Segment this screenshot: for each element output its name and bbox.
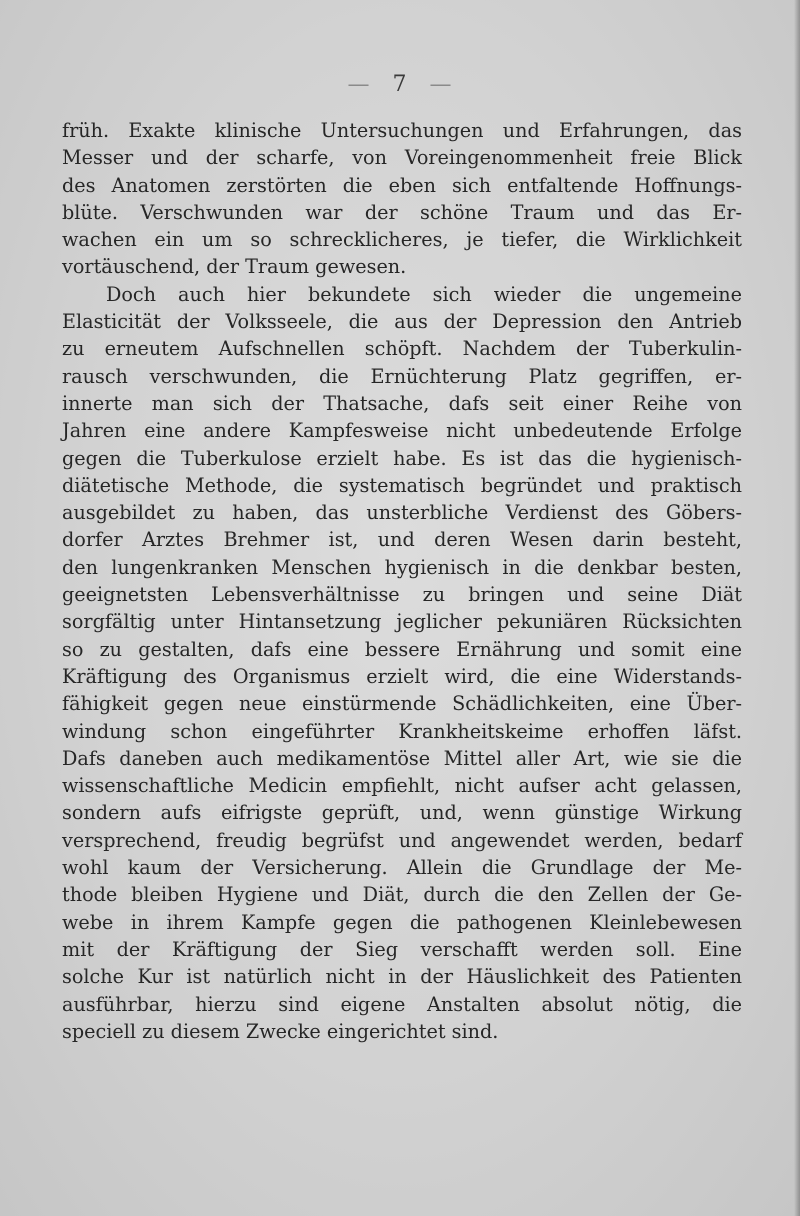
text-line: Dafs daneben auch medikamentöse Mittel aller Art, wie sie die [62,746,742,770]
page-number-dash-right: — [429,72,453,97]
text-line: gegen die Tuberkulose erzielt habe. Es ist das die hygienisch- [62,446,742,470]
page-number-header [0,72,800,97]
text-line: zu erneutem Aufschnellen schöpft. Nachdem der Tuberkulin- [62,337,742,361]
text-line: solche Kur ist natürlich nicht in der Häuslichkeit des Patienten [62,965,742,989]
page-number: 7 [392,72,408,97]
text-line: webe in ihrem Kampfe gegen die pathogenen Kleinlebewesen [62,910,742,934]
text-line: ausgebildet zu haben, das unsterbliche Verdienst des Göbers- [62,501,742,525]
text-line: Doch auch hier bekundete sich wieder die ungemeine [106,282,742,306]
text-line: windung schon eingeführter Krankheitskeime erhoffen läfst. [62,719,742,743]
page-edge-shadow [794,0,800,1216]
body-text [62,117,742,1045]
text-line: wissenschaftliche Medicin empfiehlt, nicht aufser acht gelassen, [62,774,742,798]
text-line: Kräftigung des Organismus erzielt wird, die eine Widerstands- [62,664,742,688]
text-line: des Anatomen zerstörten die eben sich entfaltende Hoffnungs- [62,173,742,197]
text-line: sorgfältig unter Hintansetzung jeglicher pekuniären Rücksichten [62,610,742,634]
text-line: rausch verschwunden, die Ernüchterung Platz gegriffen, er- [62,364,742,388]
text-line: so zu gestalten, dafs eine bessere Ernährung und somit eine [62,637,742,661]
text-line: blüte. Verschwunden war der schöne Traum und das Er- [62,200,742,224]
text-line: sondern aufs eifrigste geprüft, und, wenn günstige Wirkung [62,801,742,825]
text-line: wohl kaum der Versicherung. Allein die Grundlage der Me- [62,856,742,880]
text-line: den lungenkranken Menschen hygienisch in die denkbar besten, [62,555,742,579]
text-line: Messer und der scharfe, von Voreingenommenheit freie Blick [62,146,742,170]
text-line: früh. Exakte klinische Untersuchungen und Erfahrungen, das [62,119,742,142]
text-line: wachen ein um so schrecklicheres, je tiefer, die Wirklichkeit [62,228,742,252]
text-line: diätetische Methode, die systematisch begründet und praktisch [62,473,742,497]
text-line: fähigkeit gegen neue einstürmende Schädlichkeiten, eine Über- [62,692,742,716]
text-line: Jahren eine andere Kampfesweise nicht unbedeutende Erfolge [62,419,742,443]
text-line: ausführbar, hierzu sind eigene Anstalten absolut nötig, die [62,992,742,1016]
page-number-dash-left: — [347,72,371,97]
text-line: Elasticität der Volksseele, die aus der Depression den Antrieb [62,310,742,334]
text-line: mit der Kräftigung der Sieg verschafft werden soll. Eine [62,937,742,961]
text-line: thode bleiben Hygiene und Diät, durch die den Zellen der Ge- [62,883,742,907]
text-line: vortäuschend, der Traum gewesen. [62,255,407,279]
text-line: versprechend, freudig begrüfst und angewendet werden, bedarf [62,828,742,852]
text-line: geeignetsten Lebensverhältnisse zu bringen und seine Diät [62,583,742,607]
text-line: dorfer Arztes Brehmer ist, und deren Wesen darin besteht, [62,528,742,552]
text-line: speciell zu diesem Zwecke eingerichtet sind. [62,1019,499,1043]
text-line: innerte man sich der Thatsache, dafs seit einer Reihe von [62,391,742,415]
